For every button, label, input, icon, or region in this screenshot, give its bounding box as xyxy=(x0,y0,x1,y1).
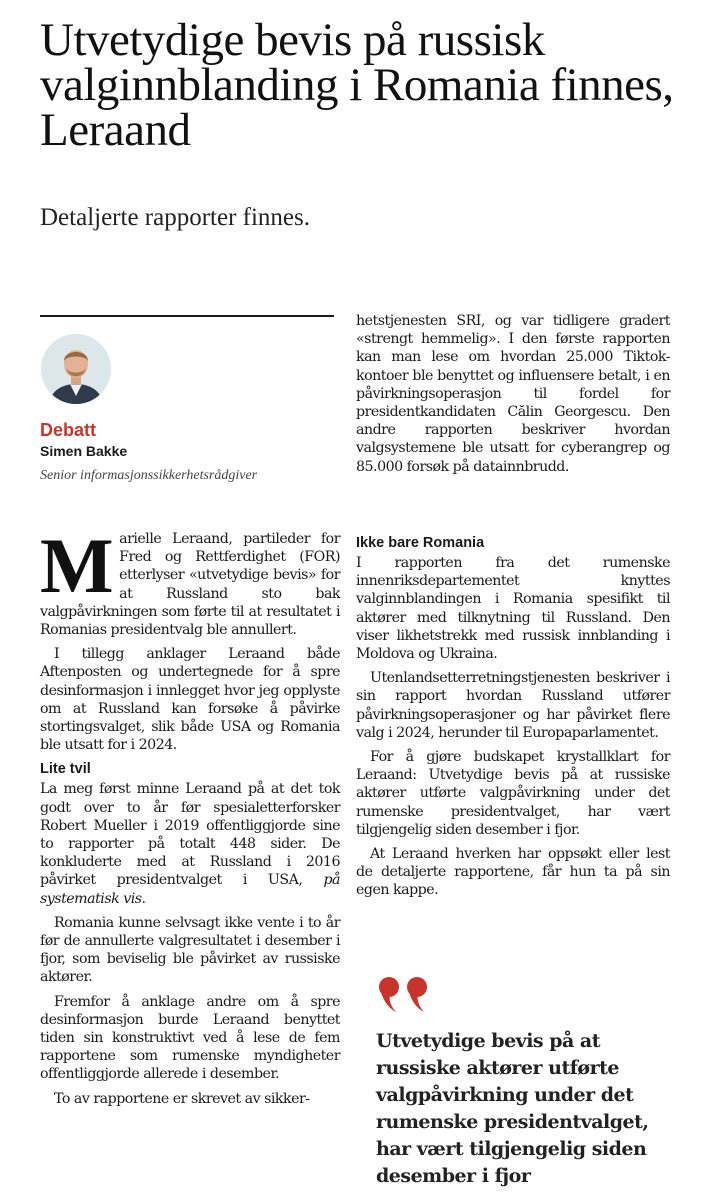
quote-mark-icon xyxy=(376,976,436,1014)
byline-divider xyxy=(40,315,334,317)
body-paragraph: Romania kunne selvsagt ikke vente i to år før de annullerte valgresultatet i desember i fjor, som beviselig ble påvirket av russiske aktører. xyxy=(40,914,340,986)
body-paragraph: For å gjøre budskapet krystallklart for Leraand: Utvetydige bevis på at russiske aktører utførte valgpåvirkning under det rumenske presidentvalget, har vært tilgjengelig siden desember i fjor. xyxy=(356,749,670,838)
body-paragraph: At Leraand hverken har oppsøkt eller lest de detaljerte rapportene, får hun ta på sin egen kappe. xyxy=(356,846,670,899)
article-headline: Utvetydige bevis på russisk valginnblanding i Romania finnes, Leraand xyxy=(40,14,674,156)
byline-author: Simen Bakke xyxy=(40,443,128,459)
article-body-right-top xyxy=(356,312,670,482)
byline-section-label[interactable]: Debatt xyxy=(40,420,97,440)
article-body-right xyxy=(356,534,670,906)
body-paragraph: Utenlandsetterretningstjenesten beskriver i sin rapport hvordan Russland utfører påvirkningsoperasjoner og har påvirket flere valg i 2024, herunder til Europaparlamentet. xyxy=(356,670,670,741)
emphasis-text: på systematisk vis xyxy=(40,872,341,907)
author-avatar xyxy=(41,334,111,404)
drop-cap: M xyxy=(40,522,114,609)
subheading-lite-tvil: Lite tvil xyxy=(40,761,91,778)
byline-role: Senior informasjonssikkerhetsrådgiver xyxy=(40,468,258,483)
body-text: arielle Leraand, partileder for Fred og Rettferdighet (FOR) etterlyser «utvetydige bevis» for at Russland sto bak valgpåvirkningen som førte til at resultatet i Romanias presidentvalg ble annullert. xyxy=(40,531,340,639)
body-paragraph: I tillegg anklager Leraand både Aftenposten og undertegnede for å spre desinformasjon i innlegget hvor jeg opplyste om at Russland kan forsøke å påvirke stortingsvalget, slik både USA og Romania ble utsatt for i 2024. xyxy=(40,646,340,754)
body-paragraph: hetstjenesten SRI, og var tidligere gradert «strengt hemmelig». I den første rapporten kan man lese om hvordan 25.000 Tiktok-kontoer ble benyttet og influensere betalt, i en påvirkningsoperasjon til fordel for presidentkandidaten Călin Georgescu. Den andre rapporten beskriver hvordan valgsystemene ble utsatt for cyberangrep og 85.000 forsøk på datainnbrudd. xyxy=(356,313,670,475)
pull-quote: Utvetydige bevis på at russiske aktører utførte valgpåvirkning under det rumenske presidentvalget, har vært tilgjengelig siden desember i fjor xyxy=(376,1030,649,1187)
article-standfirst: Detaljerte rapporter finnes. xyxy=(40,204,311,231)
body-paragraph xyxy=(40,522,340,639)
body-text: . xyxy=(141,890,146,907)
body-paragraph: I rapporten fra det rumenske innenriksdepartementet knyttes valginnblandingen i Romania spesifikt til aktører med tilknytning til Russland. Den viser likhetstrekk med russisk innblanding i Moldova og Ukraina. xyxy=(356,555,670,663)
body-paragraph: Fremfor å anklage andre om å spre desinformasjon burde Leraand benyttet tiden sin konstruktivt ved å lese de fem rapportene som rumenske myndigheter offentliggjorde allerede i desember. xyxy=(40,993,340,1083)
subheading-ikke-bare-romania: Ikke bare Romania xyxy=(356,535,485,551)
body-paragraph xyxy=(40,780,340,907)
article-body-left xyxy=(40,522,341,1114)
body-text: La meg først minne Leraand på at det tok godt over to år før spesialetterforsker Robert Mueller i 2019 offentliggjorde sine to rapporter på totalt 448 sider. De konkluderte med at Russland i 2016 påvirket presidentvalget i USA, xyxy=(40,781,340,889)
author-photo xyxy=(41,334,111,404)
body-paragraph: To av rapportene er skrevet av sikker- xyxy=(54,1090,310,1107)
